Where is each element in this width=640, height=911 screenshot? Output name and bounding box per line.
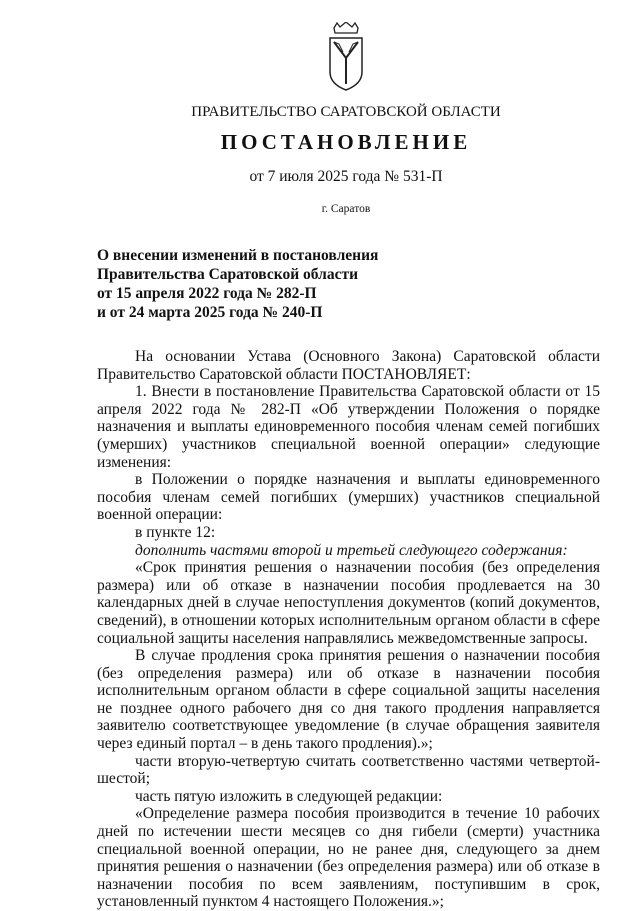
paragraph: дополнить частями второй и третьей следующего содержания:	[135, 541, 568, 559]
city: г. Саратов	[321, 203, 371, 215]
document-date-number: от 7 июля 2025 года № 531-П	[249, 168, 443, 185]
paragraph: «Срок принятия решения о назначении пособия (без определения размера) или об отказе в назначении пособия продлевается на 30 календарных дней в случае непоступления документов (копий документов, сведений), в отношении которых исполнительным органом области в сфере социальной защиты населения направлялись межведомственные запросы.	[97, 559, 600, 647]
title-line: и от 24 марта 2025 года № 240-П	[97, 304, 323, 321]
document-type: ПОСТАНОВЛЕНИЕ	[220, 130, 472, 154]
paragraph: части вторую-четвертую считать соответственно частями четвертой-шестой;	[97, 752, 600, 788]
paragraph: 1. Внести в постановление Правительства Саратовской области от 15 апреля 2022 года № 282-П «Об утверждении Положения о порядке назначения и выплаты единовременного пособия членам семей погибших (умерших) участников специальной военной операции» следующие изменения:	[97, 383, 600, 471]
title-line: Правительства Саратовской области	[97, 266, 358, 283]
document-title	[97, 246, 378, 322]
paragraph: в пункте 12:	[135, 523, 216, 541]
paragraph: В случае продления срока принятия решения о назначении пособия (без определения размера) или об отказе в назначении пособия исполнительным органом области в сфере социальной защиты населения не позднее одного рабочего дня со дня такого продления направляется заявителю соответствующее уведомление (в случае обращения заявителя через единый портал – в день такого продления).»;	[97, 647, 600, 753]
document-body	[97, 348, 600, 911]
paragraph: часть пятую изложить в следующей редакции:	[135, 787, 443, 805]
title-line: О внесении изменений в постановления	[97, 247, 379, 264]
paragraph: На основании Устава (Основного Закона) Саратовской области Правительство Саратовской области ПОСТАНОВЛЯЕТ:	[97, 348, 600, 383]
paragraph: в Положении о порядке назначения и выплаты единовременного пособия членам семей погибших (умерших) участников специальной военной операции:	[97, 471, 600, 524]
coat-of-arms-emblem	[326, 22, 366, 92]
government-name: ПРАВИТЕЛЬСТВО САРАТОВСКОЙ ОБЛАСТИ	[191, 104, 501, 120]
paragraph: «Определение размера пособия производится в течение 10 рабочих дней по истечении шести месяцев со дня гибели (смерти) участника специальной военной операции, но не ранее дня, следующего за днем принятия решения о назначении (без определения размера) или об отказе в назначении пособия по всем заявлениям, поступившим в срок, установленный пунктом 4 настоящего Положения.»;	[97, 805, 600, 911]
title-line: от 15 апреля 2022 года № 282-П	[97, 285, 317, 302]
